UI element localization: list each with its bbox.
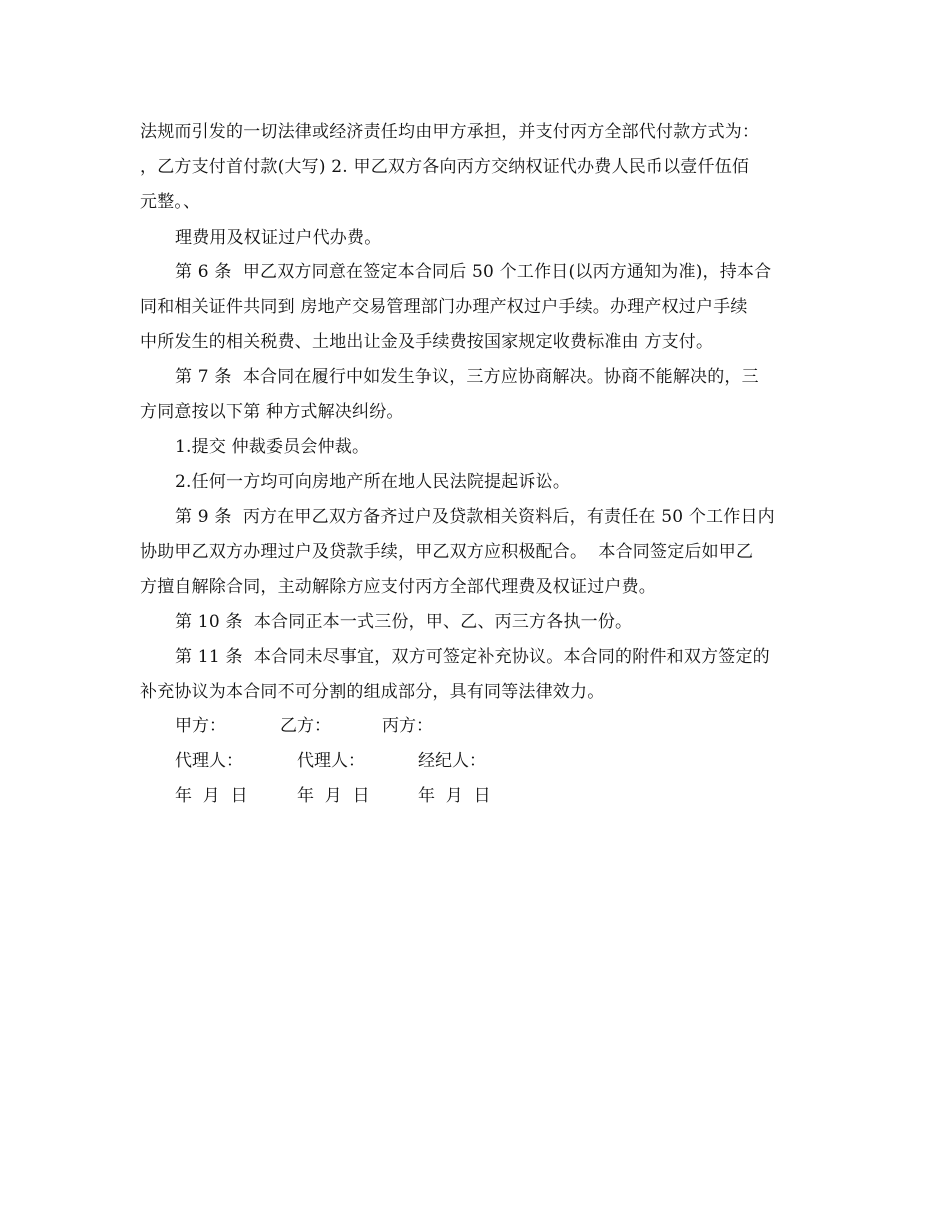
broker-label: 经纪人：	[418, 751, 486, 771]
article-9-line: 方擅自解除合同，主动解除方应支付丙方全部代理费及权证过户费。	[140, 577, 656, 597]
paragraph-line: 理费用及权证过户代办费。	[175, 228, 382, 248]
article-7-line: 第 7 条 本合同在履行中如发生争议，三方应协商解决。协商不能解决的，三	[175, 367, 759, 387]
agent-b-label: 代理人：	[297, 751, 365, 771]
article-9-line: 第 9 条 丙方在甲乙双方备齐过户及贷款相关资料后，有责任在 50 个工作日内	[175, 507, 775, 527]
article-6-line: 中所发生的相关税费、土地出让金及手续费按国家规定收费标准由 方支付。	[140, 332, 714, 352]
paragraph-line: 法规而引发的一切法律或经济责任均由甲方承担，并支付丙方全部代付款方式为：	[140, 122, 760, 142]
article-7-line: 方同意按以下第 种方式解决纠纷。	[140, 402, 404, 422]
article-6-line: 第 6 条 甲乙双方同意在签定本合同后 50 个工作日(以丙方通知为准)，持本合	[175, 262, 772, 282]
article-11-line: 补充协议为本合同不可分割的组成部分，具有同等法律效力。	[140, 682, 605, 702]
paragraph-line: 元整。、	[140, 192, 201, 212]
date-b-label: 年 月 日	[297, 786, 370, 806]
article-6-line: 同和相关证件共同到 房地产交易管理部门办理产权过户手续。办理产权过户手续	[140, 297, 748, 317]
paragraph-line: ，乙方支付首付款(大写) 2. 甲乙双方各向丙方交纳权证代办费人民币以壹仟伍佰	[140, 157, 750, 177]
list-item-2: 2.任何一方均可向房地产所在地人民法院提起诉讼。	[175, 472, 571, 492]
list-item-1: 1.提交 仲裁委员会仲裁。	[175, 437, 370, 457]
date-a-label: 年 月 日	[175, 786, 248, 806]
date-c-label: 年 月 日	[418, 786, 491, 806]
agent-a-label: 代理人：	[175, 751, 243, 771]
party-b-label: 乙方：	[280, 716, 331, 736]
article-9-line: 协助甲乙双方办理过户及贷款手续，甲乙双方应积极配合。 本合同签定后如甲乙	[140, 542, 754, 562]
article-10-line: 第 10 条 本合同正本一式三份，甲、乙、丙三方各执一份。	[175, 612, 633, 632]
party-c-label: 丙方：	[382, 716, 433, 736]
article-11-line: 第 11 条 本合同未尽事宜，双方可签定补充协议。本合同的附件和双方签定的	[175, 647, 770, 667]
party-a-label: 甲方：	[175, 716, 226, 736]
